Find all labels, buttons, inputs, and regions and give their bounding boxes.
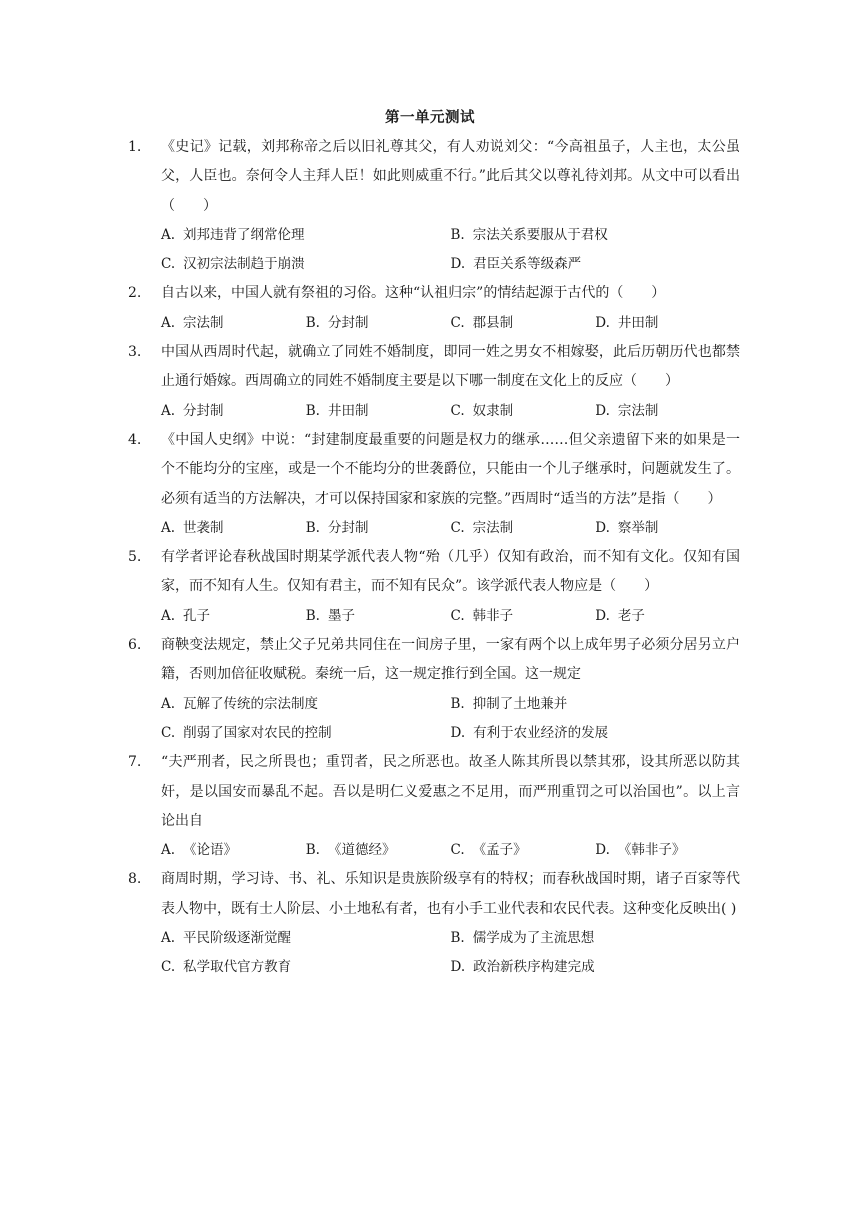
answer-option [595, 836, 740, 865]
option-letter: D. [595, 519, 610, 536]
answer-option [161, 250, 451, 279]
answer-option [451, 690, 741, 719]
answer-options [161, 836, 740, 865]
option-letter: A. [161, 226, 176, 243]
option-text: 孔子 [183, 607, 211, 624]
answer-option [595, 602, 740, 631]
question-item [128, 748, 740, 865]
answer-option [451, 514, 596, 543]
option-letter: C. [161, 256, 176, 273]
question-stem: 中国从西周时代起，就确立了同姓不婚制度，即同一姓之男女不相嫁娶，此后历朝历代也都禁止通行婚嫁。西周确立的同姓不婚制度主要是以下哪一制度在文化上的反应（ ） [161, 344, 740, 390]
option-text: 刘邦违背了纲常伦理 [183, 226, 305, 243]
question-number: 3. [128, 344, 142, 361]
page-title: 第一单元测试 [385, 109, 475, 126]
question-stem: “夫严刑者，民之所畏也；重罚者，民之所恶也。故圣人陈其所畏以禁其邪，设其所恶以防其奸，是以国安而暴乱不起。吾以是明仁义爱惠之不足用，而严刑重罚之可以治国也”。以上言论出自 [161, 754, 740, 829]
question-item [128, 426, 740, 543]
answer-option [451, 719, 741, 748]
option-letter: C. [450, 314, 465, 331]
option-letter: C. [450, 607, 465, 624]
option-text: 削弱了国家对农民的控制 [183, 724, 332, 741]
answer-option [161, 221, 451, 250]
question-item [128, 543, 740, 631]
option-letter: A. [161, 519, 176, 536]
answer-options [161, 690, 740, 749]
answer-options [161, 309, 740, 338]
option-letter: C. [450, 519, 465, 536]
option-text: 《道德经》 [327, 842, 396, 859]
answer-option [161, 514, 306, 543]
answer-option [451, 221, 741, 250]
option-letter: B. [305, 607, 320, 624]
option-text: 老子 [617, 607, 645, 624]
option-text: 宗法制 [472, 519, 514, 536]
option-letter: A. [161, 842, 176, 859]
option-letter: D. [450, 256, 466, 273]
question-item [128, 865, 740, 982]
question-item [128, 631, 740, 748]
answer-options [161, 924, 740, 983]
answer-option [161, 690, 451, 719]
option-letter: D. [595, 607, 610, 624]
option-letter: C. [161, 724, 176, 741]
option-letter: D. [450, 959, 466, 976]
question-number: 7. [128, 754, 142, 771]
question-number: 5. [128, 549, 142, 566]
answer-option [451, 924, 741, 953]
answer-option [451, 602, 596, 631]
answer-option [161, 836, 306, 865]
option-letter: C. [161, 959, 176, 976]
option-letter: B. [305, 402, 320, 419]
option-text: 抑制了土地兼并 [472, 695, 568, 712]
option-letter: A. [161, 607, 176, 624]
answer-option [451, 953, 741, 982]
option-letter: B. [305, 314, 320, 331]
answer-option [595, 397, 740, 426]
option-text: 有利于农业经济的发展 [473, 724, 609, 741]
question-stem: 商周时期，学习诗、书、礼、乐知识是贵族阶级享有的特权；而春秋战国时期，诸子百家等代表人物中，既有士人阶层、小土地私有者，也有小手工业代表和农民代表。这种变化反映出( ) [161, 871, 740, 917]
answer-option [306, 397, 451, 426]
option-text: 汉初宗法制趋于崩溃 [183, 256, 305, 273]
answer-option [161, 309, 306, 338]
option-letter: B. [305, 519, 320, 536]
question-number: 4. [128, 431, 142, 448]
option-letter: B. [305, 842, 320, 859]
option-letter: C. [450, 842, 465, 859]
answer-options [161, 397, 740, 426]
answer-option [161, 953, 451, 982]
option-text: 井田制 [617, 314, 659, 331]
option-text: 郡县制 [472, 314, 514, 331]
option-text: 瓦解了传统的宗法制度 [183, 695, 319, 712]
option-letter: A. [161, 402, 176, 419]
question-item [128, 279, 740, 338]
answer-option [306, 309, 451, 338]
option-text: 《韩非子》 [617, 842, 686, 859]
answer-options [161, 514, 740, 543]
question-list [128, 133, 740, 983]
answer-option [161, 602, 306, 631]
option-text: 墨子 [327, 607, 355, 624]
answer-option [451, 250, 741, 279]
option-text: 察举制 [617, 519, 659, 536]
option-text: 世袭制 [183, 519, 224, 536]
option-text: 宗法制 [617, 402, 659, 419]
answer-option [451, 397, 596, 426]
question-item [128, 338, 740, 426]
option-text: 宗法制 [183, 314, 224, 331]
option-text: 平民阶级逐渐觉醒 [183, 930, 292, 947]
question-number: 1. [128, 139, 142, 155]
answer-option [451, 836, 596, 865]
option-text: 政治新秩序构建完成 [473, 959, 595, 976]
option-letter: D. [450, 724, 466, 741]
question-stem: 有学者评论春秋战国时期某学派代表人物“殆（几乎）仅知有政治，而不知有文化。仅知有国家，而不知有人生。仅知有君主，而不知有民众”。该学派代表人物应是（ ） [161, 549, 740, 595]
option-letter: D. [595, 314, 610, 331]
option-letter: C. [450, 402, 465, 419]
question-stem: 《中国人史纲》中说：“封建制度最重要的问题是权力的继承……但父亲遗留下来的如果是一个不能均分的宝座，或是一个不能均分的世袭爵位，只能由一个儿子继承时，问题就发生了。必须有适当的方法解决，才可以保持国家和家族的完整。”西周时“适当的方法”是指（ ） [161, 431, 740, 507]
answer-option [306, 602, 451, 631]
option-text: 君臣关系等级森严 [473, 256, 582, 273]
option-letter: A. [161, 314, 176, 331]
answer-option [161, 924, 451, 953]
option-letter: D. [595, 402, 610, 419]
option-letter: B. [450, 930, 465, 947]
option-letter: A. [161, 695, 176, 712]
option-letter: A. [161, 930, 176, 947]
option-text: 奴隶制 [472, 402, 514, 419]
answer-options [161, 221, 740, 280]
question-stem: 商鞅变法规定，禁止父子兄弟共同住在一间房子里，一家有两个以上成年男子必须分居另立户籍，否则加倍征收赋税。秦统一后，这一规定推行到全国。这一规定 [161, 637, 740, 683]
question-number: 6. [128, 637, 142, 654]
question-number: 2. [128, 285, 142, 302]
option-text: 宗法关系要服从于君权 [472, 226, 608, 243]
option-letter: B. [450, 226, 465, 243]
option-text: 分封制 [327, 314, 369, 331]
answer-option [306, 514, 451, 543]
answer-option [306, 836, 451, 865]
option-text: 分封制 [183, 402, 224, 419]
answer-options [161, 602, 740, 631]
answer-option [595, 514, 740, 543]
question-stem: 自古以来，中国人就有祭祖的习俗。这种“认祖归宗”的情结起源于古代的（ ） [161, 285, 666, 302]
option-text: 私学取代官方教育 [183, 959, 292, 976]
answer-option [595, 309, 740, 338]
option-text: 《孟子》 [472, 842, 527, 859]
option-text: 分封制 [327, 519, 369, 536]
option-letter: D. [595, 842, 610, 859]
answer-option [161, 719, 451, 748]
option-text: 《论语》 [183, 842, 238, 859]
option-text: 井田制 [327, 402, 369, 419]
question-item [128, 133, 740, 279]
option-text: 韩非子 [472, 607, 514, 624]
question-number: 8. [128, 871, 142, 888]
answer-option [451, 309, 596, 338]
question-stem: 《史记》记载，刘邦称帝之后以旧礼尊其父，有人劝说刘父：“今高祖虽子，人主也，太公虽父，人臣也。奈何令人主拜人臣！如此则威重不行。”此后其父以尊礼待刘邦。从文中可以看出（ ） [161, 139, 740, 214]
option-letter: B. [450, 695, 465, 712]
answer-option [161, 397, 306, 426]
option-text: 儒学成为了主流思想 [472, 930, 595, 947]
